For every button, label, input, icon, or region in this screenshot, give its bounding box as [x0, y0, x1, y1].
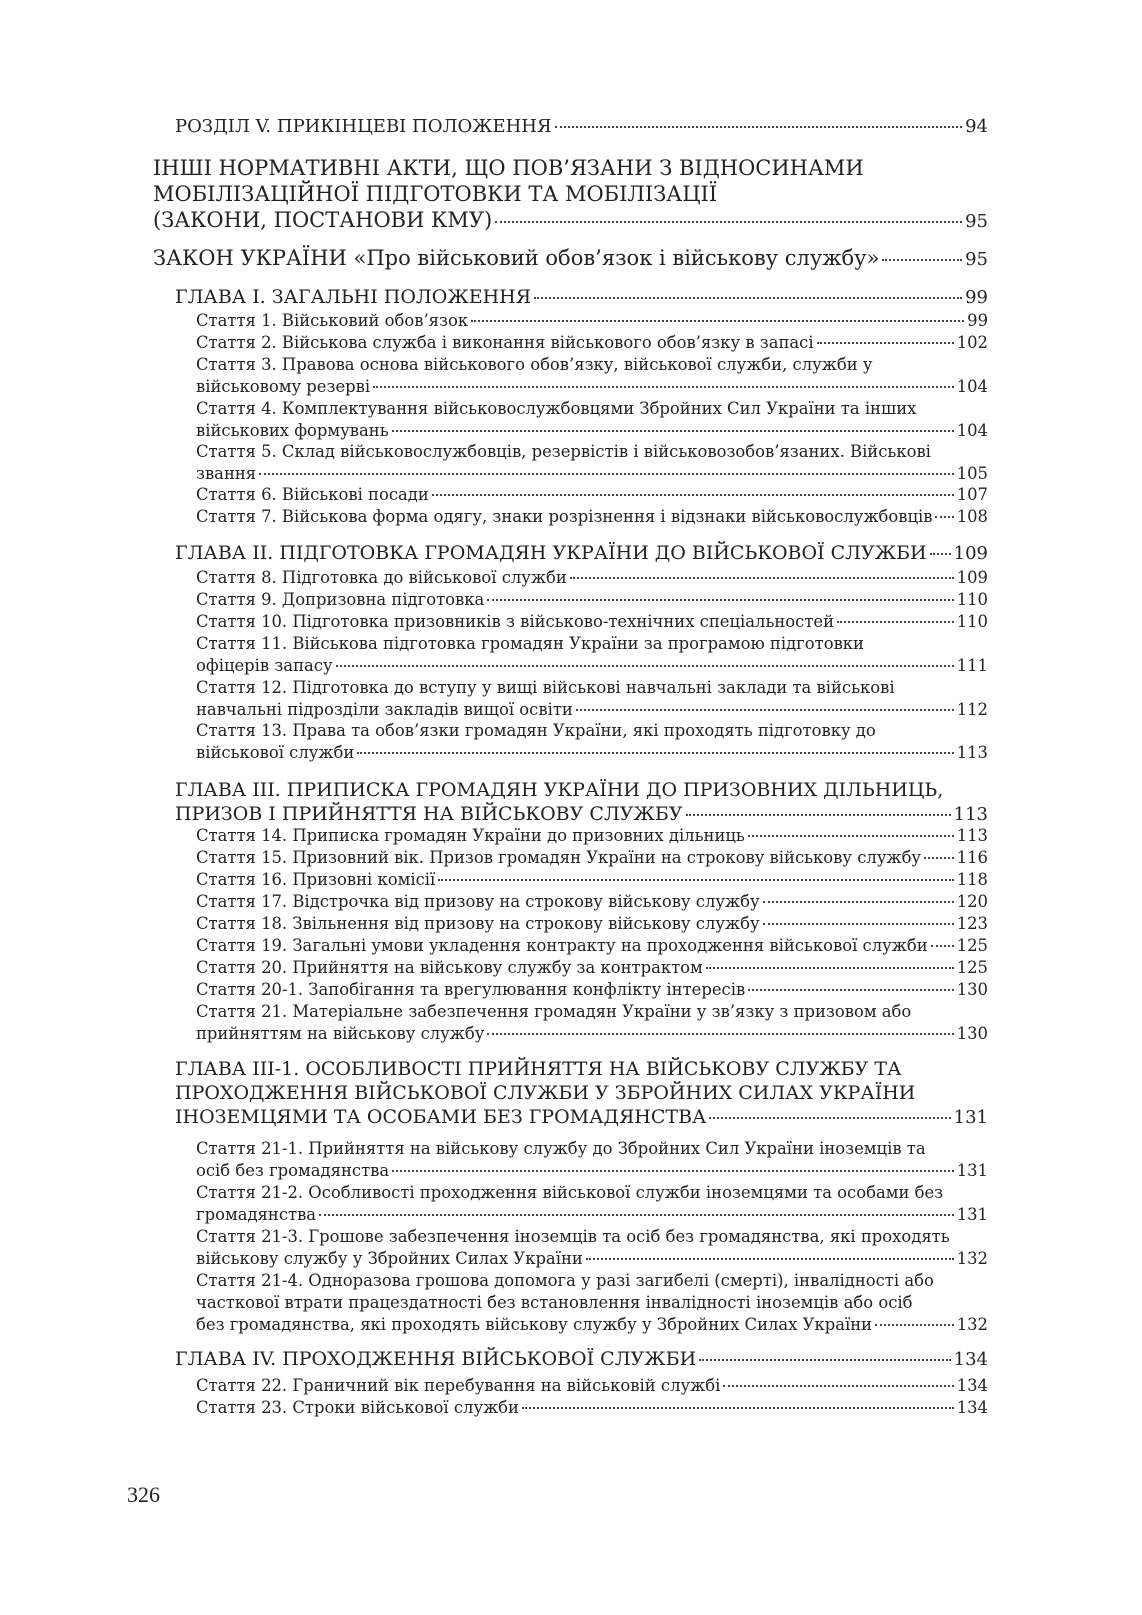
toc-entry-row	[196, 913, 988, 935]
toc-entry-row	[196, 463, 988, 485]
toc-entry-row	[175, 285, 988, 310]
toc-page-number: 134	[956, 1376, 988, 1395]
toc-entry-title-line: Стаття 11. Військова підготовка громадян України за програмою підготовки	[196, 634, 864, 653]
toc-entry-row	[196, 589, 988, 611]
dot-leader	[935, 516, 953, 518]
dot-leader	[487, 1033, 953, 1035]
toc-entry-title-line: Стаття 16. Призовні комісії	[196, 870, 436, 889]
toc-page-number: 113	[956, 743, 988, 762]
toc-entry-row	[196, 1248, 988, 1270]
dot-leader	[373, 386, 954, 388]
toc-entry-title-line: ГЛАВА ІІІ-1. ОСОБЛИВОСТІ ПРИЙНЯТТЯ НА ВІЙСЬКОВУ СЛУЖБУ ТА	[175, 1058, 902, 1080]
toc-entry-title-line: Стаття 22. Граничний вік перебування на військовій службі	[196, 1376, 721, 1395]
dot-leader	[392, 430, 954, 432]
toc-entry-title-line: Стаття 5. Склад військовослужбовців, резервістів і військовозобов’язаних. Військові	[196, 442, 931, 461]
toc-entry-row	[196, 484, 988, 506]
toc-entry-title-line: навчальні підрозділи закладів вищої освіти	[196, 700, 573, 719]
toc-entry-row	[196, 742, 988, 764]
toc-entry-title-line: ПРИЗОВ І ПРИЙНЯТТЯ НА ВІЙСЬКОВУ СЛУЖБУ	[175, 803, 683, 825]
toc-entry-row	[175, 1347, 988, 1372]
toc-entry-title-line: часткової втрати працездатності без встановлення інвалідності іноземців або осіб	[196, 1293, 913, 1312]
toc-page-number: 109	[953, 543, 988, 564]
dot-leader	[555, 126, 963, 128]
toc-page-number: 116	[956, 848, 988, 867]
toc-page-number: 125	[956, 936, 988, 955]
toc-entry-row	[153, 245, 988, 273]
toc-entry-title-line: Стаття 3. Правова основа військового обов’язку, військової служби, служби у	[196, 355, 873, 374]
toc-page-number: 99	[967, 311, 988, 330]
dot-leader	[319, 1214, 954, 1216]
toc-entry-title-line: без громадянства, які проходять військову службу у Збройних Силах України	[196, 1315, 873, 1334]
toc-entry-row	[196, 935, 988, 957]
dot-leader	[471, 320, 964, 322]
dot-leader	[875, 1324, 954, 1326]
toc-entry-row	[196, 699, 988, 721]
toc-entry-title-line: Стаття 21-1. Прийняття на військову службу до Збройних Сил України іноземців та	[196, 1139, 926, 1158]
toc-entry-row	[196, 847, 988, 869]
toc-entry-row	[196, 655, 988, 677]
dot-leader	[882, 259, 962, 261]
toc-entry-title-line: Стаття 21-3. Грошове забезпечення іноземців та осіб без громадянства, які проходять	[196, 1227, 950, 1246]
dot-leader	[709, 1117, 950, 1119]
toc-entry-row	[175, 802, 988, 827]
toc-page-number: 118	[956, 870, 988, 889]
toc-entry-title-line: ГЛАВА IV. ПРОХОДЖЕННЯ ВІЙСЬКОВОЇ СЛУЖБИ	[175, 1348, 697, 1370]
toc-entry-row	[196, 1023, 988, 1045]
dot-leader	[576, 709, 954, 711]
toc-page-number: 131	[953, 1107, 988, 1128]
toc-entry-title-line: Стаття 23. Строки військової служби	[196, 1398, 519, 1417]
dot-leader	[706, 967, 954, 969]
toc-page-number: 95	[965, 249, 988, 270]
dot-leader	[817, 342, 954, 344]
toc-page-number: 113	[956, 826, 988, 845]
toc-entry-row	[196, 1160, 988, 1182]
toc-page-number: 131	[956, 1161, 988, 1180]
toc-entry-title-line: Стаття 6. Військові посади	[196, 485, 429, 504]
toc-entry-row	[196, 1375, 988, 1397]
toc-entry-row	[175, 115, 988, 139]
toc-page-number: 95	[965, 211, 988, 232]
toc-entry-title-line: ГЛАВА ІІ. ПІДГОТОВКА ГРОМАДЯН УКРАЇНИ ДО ВІЙСЬКОВОЇ СЛУЖБИ	[175, 542, 927, 564]
dot-leader	[930, 553, 951, 555]
toc-entry-title-line: військової служби	[196, 743, 355, 762]
toc-page-number: 131	[956, 1205, 988, 1224]
toc-entry-title-line: Стаття 20-1. Запобігання та врегулювання конфлікту інтересів	[196, 980, 746, 999]
toc-entry-row	[196, 567, 988, 589]
toc-entry-title-line: Стаття 9. Допризовна підготовка	[196, 590, 485, 609]
toc-entry-title-line: Стаття 18. Звільнення від призову на строкову військову службу	[196, 914, 760, 933]
toc-entry-row	[196, 825, 988, 847]
dot-leader	[495, 221, 962, 223]
toc-entry-row	[196, 891, 988, 913]
toc-page-number: 130	[956, 980, 988, 999]
dot-leader	[534, 297, 962, 299]
toc-entry-title-line: Стаття 13. Права та обов’язки громадян України, які проходять підготовку до	[196, 721, 876, 740]
toc-page-number: 112	[956, 700, 988, 719]
toc-entry-row	[196, 869, 988, 891]
toc-entry-row	[175, 1105, 988, 1130]
toc-entry-title-line: Стаття 4. Комплектування військовослужбовцями Збройних Сил України та інших	[196, 399, 917, 418]
toc-entry-title-line: ПРОХОДЖЕННЯ ВІЙСЬКОВОЇ СЛУЖБИ У ЗБРОЙНИХ СИЛАХ УКРАЇНИ	[175, 1082, 916, 1104]
toc-page-number: 110	[956, 612, 988, 631]
toc-entry-title-line: військовому резерві	[196, 377, 371, 396]
toc-entry-row	[196, 506, 988, 528]
toc-entry-title-line: (ЗАКОНИ, ПОСТАНОВИ КМУ)	[153, 208, 493, 232]
toc-entry-title-line: Стаття 14. Приписка громадян України до призовних дільниць	[196, 826, 745, 845]
toc-page-number: 107	[956, 485, 988, 504]
toc-page-number: 104	[956, 377, 988, 396]
toc-page-number: 130	[956, 1024, 988, 1043]
toc-entry-title-line: ЗАКОН УКРАЇНИ «Про військовий обов’язок і військову службу»	[153, 246, 880, 270]
dot-leader	[570, 577, 954, 579]
toc-entry-title-line: громадянства	[196, 1205, 317, 1224]
dot-leader	[748, 989, 954, 991]
toc-entry-title-line: офіцерів запасу	[196, 656, 333, 675]
toc-entry-row	[196, 1204, 988, 1226]
toc-page-number: 94	[965, 116, 988, 137]
toc-entry-title-line: Стаття 15. Призовний вік. Призов громадян України на строкову військову службу	[196, 848, 922, 867]
toc-page-number: 104	[956, 421, 988, 440]
dot-leader	[432, 494, 954, 496]
toc-entry-title-line: Стаття 8. Підготовка до військової служби	[196, 568, 567, 587]
toc-page-number: 102	[956, 333, 988, 352]
dot-leader	[748, 835, 954, 837]
dot-leader	[837, 621, 954, 623]
dot-leader	[763, 901, 954, 903]
toc-page-number: 108	[956, 507, 988, 526]
toc-page-number: 132	[956, 1249, 988, 1268]
toc-entry-row	[153, 207, 988, 235]
toc-entry-title-line: Стаття 1. Військовий обов’язок	[196, 311, 469, 330]
toc-entry-row	[196, 420, 988, 442]
dot-leader	[931, 945, 954, 947]
toc-entry-title-line: РОЗДІЛ V. ПРИКІНЦЕВІ ПОЛОЖЕННЯ	[175, 116, 552, 137]
dot-leader	[686, 814, 951, 816]
dot-leader	[487, 599, 953, 601]
dot-leader	[392, 1170, 954, 1172]
toc-entry-row	[196, 1314, 988, 1336]
dot-leader	[723, 1385, 953, 1387]
toc-entry-title-line: Стаття 2. Військова служба і виконання військового обов’язку в запасі	[196, 333, 814, 352]
toc-entry-row	[196, 957, 988, 979]
toc-entry-row	[196, 1397, 988, 1419]
toc-entry-title-line: ГЛАВА ІІІ. ПРИПИСКА ГРОМАДЯН УКРАЇНИ ДО ПРИЗОВНИХ ДІЛЬНИЦЬ,	[175, 779, 944, 801]
toc-page-number: 125	[956, 958, 988, 977]
dot-leader	[522, 1407, 954, 1409]
toc-page-number: 110	[956, 590, 988, 609]
dot-leader	[924, 857, 954, 859]
toc-page-number: 123	[956, 914, 988, 933]
toc-page-number: 132	[956, 1315, 988, 1334]
toc-page-number: 113	[953, 804, 988, 825]
dot-leader	[259, 473, 954, 475]
toc-entry-title-line: прийняттям на військову службу	[196, 1024, 485, 1043]
toc-entry-title-line: Стаття 10. Підготовка призовників з військово-технічних спеціальностей	[196, 612, 835, 631]
toc-entry-title-line: Стаття 21-2. Особливості проходження військової служби іноземцями та особами без	[196, 1183, 944, 1202]
toc-entry-row	[196, 611, 988, 633]
toc-entry-title-line: осіб без громадянства	[196, 1161, 390, 1180]
toc-entry-title-line: Стаття 12. Підготовка до вступу у вищі військові навчальні заклади та військові	[196, 678, 895, 697]
toc-page-number: 134	[956, 1398, 988, 1417]
dot-leader	[699, 1359, 950, 1361]
toc-entry-title-line: МОБІЛІЗАЦІЙНОЇ ПІДГОТОВКИ ТА МОБІЛІЗАЦІЇ	[153, 182, 718, 206]
dot-leader	[763, 923, 954, 925]
toc-entry-title-line: Стаття 19. Загальні умови укладення контракту на проходження військової служби	[196, 936, 928, 955]
toc-page-number: 111	[956, 656, 988, 675]
toc-entry-row	[196, 310, 988, 332]
toc-entry-title-line: ГЛАВА І. ЗАГАЛЬНІ ПОЛОЖЕННЯ	[175, 286, 532, 308]
toc-entry-title-line: ІНШІ НОРМАТИВНІ АКТИ, ЩО ПОВ’ЯЗАНИ З ВІДНОСИНАМИ	[153, 156, 864, 180]
page-number: 326	[127, 1482, 160, 1507]
toc-page-number: 134	[953, 1349, 988, 1370]
toc-page-number: 99	[965, 287, 988, 308]
toc-entry-row	[196, 332, 988, 354]
toc-entry-title-line: військових формувань	[196, 421, 389, 440]
toc-entry-title-line: Стаття 20. Прийняття на військову службу за контрактом	[196, 958, 703, 977]
toc-page-number: 105	[956, 464, 988, 483]
toc-entry-row	[196, 979, 988, 1001]
toc-entry-title-line: Стаття 17. Відстрочка від призову на строкову військову службу	[196, 892, 760, 911]
toc-entry-title-line: ІНОЗЕМЦЯМИ ТА ОСОБАМИ БЕЗ ГРОМАДЯНСТВА	[175, 1106, 707, 1128]
toc-page-number: 120	[956, 892, 988, 911]
toc-entry-title-line: звання	[196, 464, 257, 483]
dot-leader	[336, 665, 954, 667]
toc-entry-row	[196, 376, 988, 398]
toc-entry-title-line: Стаття 7. Військова форма одягу, знаки розрізнення і відзнаки військовослужбовців	[196, 507, 933, 526]
dot-leader	[586, 1258, 954, 1260]
toc-entry-title-line: Стаття 21-4. Одноразова грошова допомога у разі загибелі (смерті), інвалідності або	[196, 1271, 934, 1290]
dot-leader	[357, 752, 953, 754]
dot-leader	[438, 879, 953, 881]
toc-page-number: 109	[956, 568, 988, 587]
toc-entry-title-line: Стаття 21. Матеріальне забезпечення громадян України у зв’язку з призовом або	[196, 1002, 912, 1021]
toc-entry-row	[175, 541, 988, 566]
toc-entry-title-line: військову службу у Збройних Силах України	[196, 1249, 583, 1268]
